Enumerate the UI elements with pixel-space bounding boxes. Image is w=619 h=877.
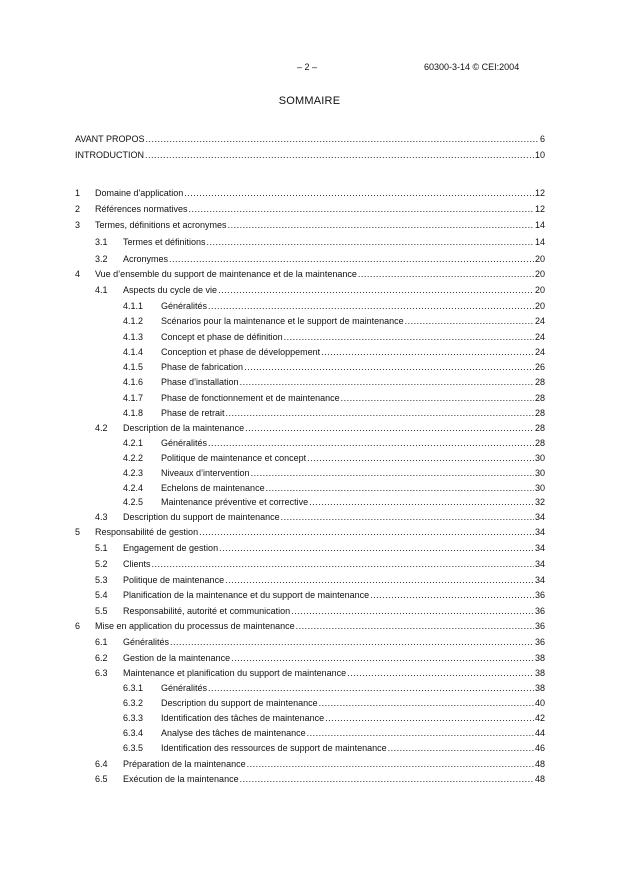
dot-leader: [247, 757, 534, 771]
toc-entry-text: Acronymes: [123, 254, 169, 264]
toc-number: 4.1: [95, 285, 108, 295]
toc-entry-text: Politique de maintenance et concept: [161, 453, 307, 463]
toc-entry-text: Concept et phase de définition: [161, 332, 283, 342]
toc-row[interactable]: [0, 604, 619, 618]
toc-page-number: 28: [534, 377, 545, 387]
toc-page-number: 24: [534, 316, 545, 326]
toc-page-number: 20: [534, 301, 545, 311]
toc-entry-text: Vue d’ensemble du support de maintenance et de la maintenance: [95, 269, 357, 279]
toc-entry-text: Echelons de maintenance: [161, 483, 265, 493]
toc-page-number: 6: [539, 134, 545, 144]
toc-row[interactable]: [0, 267, 619, 281]
toc-entry-text: Planification de la maintenance et du support de maintenance: [123, 590, 370, 600]
dot-leader: [405, 314, 534, 328]
toc-row[interactable]: [0, 666, 619, 680]
toc-entry-text: Gestion de la maintenance: [123, 653, 231, 663]
toc-entry-text: Responsabilité de gestion: [95, 527, 199, 537]
toc-page-number: 14: [534, 237, 545, 247]
dot-leader: [325, 711, 534, 725]
toc-page-number: 36: [534, 637, 545, 647]
toc-number: 4.3: [95, 512, 108, 522]
toc-page-number: 36: [534, 590, 545, 600]
toc-page-number: 44: [534, 728, 545, 738]
dot-leader: [170, 635, 534, 649]
dot-leader: [266, 481, 534, 495]
toc-page-number: 34: [534, 527, 545, 537]
toc-page-number: 30: [534, 453, 545, 463]
toc-entry-text: Aspects du cycle de vie: [123, 285, 218, 295]
dot-leader: [240, 772, 534, 786]
toc-number: 6.3: [95, 668, 108, 678]
toc-page-number: 38: [534, 683, 545, 693]
toc-page-number: 10: [534, 150, 545, 160]
toc-number: 4.1.5: [123, 362, 144, 372]
toc-page-number: 34: [534, 575, 545, 585]
toc-entry-text: Domaine d'application: [95, 188, 184, 198]
toc-page-number: 20: [534, 254, 545, 264]
toc-number: 4.2: [95, 423, 108, 433]
dot-leader: [240, 375, 534, 389]
toc-page-number: 36: [534, 621, 545, 631]
toc-row[interactable]: [0, 186, 619, 200]
dot-leader: [296, 619, 534, 633]
dot-leader: [245, 421, 534, 435]
toc-page-number: 30: [534, 483, 545, 493]
dot-leader: [307, 451, 534, 465]
dot-leader: [370, 588, 534, 602]
toc-row[interactable]: [0, 711, 619, 725]
toc-number: 4.2.5: [123, 497, 144, 507]
toc-entry-text: Analyse des tâches de maintenance: [161, 728, 306, 738]
toc-page-number: 40: [534, 698, 545, 708]
toc-row[interactable]: [0, 360, 619, 374]
toc-row[interactable]: [0, 406, 619, 420]
toc-entry-text: Description de la maintenance: [123, 423, 245, 433]
document-reference: 60300-3-14 © CEI:2004: [424, 62, 520, 72]
dot-leader: [146, 132, 539, 146]
toc-page-number: 36: [534, 606, 545, 616]
toc-number: 4.2.1: [123, 438, 144, 448]
toc-row[interactable]: [0, 696, 619, 710]
toc-number: 5.4: [95, 590, 108, 600]
dot-leader: [208, 681, 534, 695]
dot-leader: [208, 436, 534, 450]
toc-row[interactable]: [0, 573, 619, 587]
dot-leader: [281, 510, 534, 524]
dot-leader: [319, 696, 534, 710]
toc-page-number: 24: [534, 332, 545, 342]
toc-row[interactable]: [0, 391, 619, 405]
toc-number: 4.1.7: [123, 393, 144, 403]
toc-entry-text: Phase d’installation: [161, 377, 239, 387]
toc-row[interactable]: [0, 741, 619, 755]
toc-row[interactable]: [0, 772, 619, 786]
toc-entry-text: Description du support de maintenance: [161, 698, 318, 708]
toc-page-number: 20: [534, 269, 545, 279]
toc-number: 5.2: [95, 559, 108, 569]
toc-entry-text: Généralités: [123, 637, 170, 647]
toc-row[interactable]: [0, 421, 619, 435]
toc-number: 6.1: [95, 637, 108, 647]
dot-leader: [251, 466, 534, 480]
toc-entry-text: AVANT PROPOS: [75, 134, 145, 144]
toc-number: 4.1.3: [123, 332, 144, 342]
toc-entry-text: Mise en application du processus de maintenance: [95, 621, 295, 631]
toc-row[interactable]: [0, 330, 619, 344]
toc-page-number: 28: [534, 423, 545, 433]
toc-row[interactable]: [0, 466, 619, 480]
toc-number: 6.3.1: [123, 683, 144, 693]
toc-page-number: 30: [534, 468, 545, 478]
toc-entry-text: Préparation de la maintenance: [123, 759, 246, 769]
toc-number: 4.2.3: [123, 468, 144, 478]
toc-row[interactable]: [0, 510, 619, 524]
toc-number: 4.1.2: [123, 316, 144, 326]
dot-leader: [228, 218, 534, 232]
toc-row[interactable]: [0, 283, 619, 297]
toc-row[interactable]: [0, 588, 619, 602]
toc-entry-text: Phase de retrait: [161, 408, 225, 418]
toc-number: 6: [75, 621, 81, 631]
toc-row[interactable]: [0, 451, 619, 465]
toc-number: 1: [75, 188, 81, 198]
toc-row[interactable]: [0, 651, 619, 665]
dot-leader: [291, 604, 534, 618]
toc-page-number: 26: [534, 362, 545, 372]
toc-number: 6.3.5: [123, 743, 144, 753]
dot-leader: [341, 391, 534, 405]
toc-number: 5: [75, 527, 81, 537]
toc-row[interactable]: [0, 635, 619, 649]
toc-entry-text: Généralités: [161, 438, 208, 448]
toc-number: 3.2: [95, 254, 108, 264]
toc-row[interactable]: [0, 299, 619, 313]
toc-entry-text: Phase de fabrication: [161, 362, 244, 372]
toc-row[interactable]: [0, 541, 619, 555]
toc-page-number: 28: [534, 408, 545, 418]
toc-row[interactable]: [0, 495, 619, 509]
toc-number: 3.1: [95, 237, 108, 247]
toc-row[interactable]: [0, 619, 619, 633]
toc-entry-text: Niveaux d’intervention: [161, 468, 250, 478]
toc-page-number: 24: [534, 347, 545, 357]
dot-leader: [231, 651, 534, 665]
toc-entry-text: Identification des ressources de support de maintenance: [161, 743, 387, 753]
toc-entry-text: Généralités: [161, 301, 208, 311]
toc-number: 4.1.4: [123, 347, 144, 357]
toc-number: 4.1.8: [123, 408, 144, 418]
toc-number: 6.4: [95, 759, 108, 769]
toc-row[interactable]: [0, 202, 619, 216]
dot-leader: [207, 235, 534, 249]
toc-row[interactable]: [0, 436, 619, 450]
toc-page-number: 38: [534, 653, 545, 663]
dot-leader: [347, 666, 534, 680]
toc-row[interactable]: [0, 681, 619, 695]
page-title: SOMMAIRE: [278, 95, 341, 107]
toc-entry-text: Identification des tâches de maintenance: [161, 713, 325, 723]
toc-number: 4.1.6: [123, 377, 144, 387]
dot-leader: [184, 186, 534, 200]
dot-leader: [309, 495, 534, 509]
toc-entry-text: Responsabilité, autorité et communication: [123, 606, 291, 616]
toc-entry-text: Termes et définitions: [123, 237, 206, 247]
toc-entry-text: Maintenance préventive et corrective: [161, 497, 309, 507]
toc-number: 5.3: [95, 575, 108, 585]
toc-row[interactable]: [0, 218, 619, 232]
toc-row[interactable]: [0, 132, 619, 146]
toc-number: 5.1: [95, 543, 108, 553]
dot-leader: [219, 541, 534, 555]
toc-page-number: 38: [534, 668, 545, 678]
toc-row[interactable]: [0, 235, 619, 249]
toc-page-number: 14: [534, 220, 545, 230]
toc-page-number: 34: [534, 559, 545, 569]
dot-leader: [145, 148, 534, 162]
toc-page-number: 32: [534, 497, 545, 507]
toc-entry-text: Références normatives: [95, 204, 188, 214]
toc-row[interactable]: [0, 525, 619, 539]
toc-page-number: 28: [534, 393, 545, 403]
toc-number: 6.2: [95, 653, 108, 663]
dot-leader: [169, 252, 534, 266]
toc-page-number: 28: [534, 438, 545, 448]
dot-leader: [307, 726, 534, 740]
dot-leader: [284, 330, 534, 344]
toc-number: 6.3.2: [123, 698, 144, 708]
toc-number: 6.3.3: [123, 713, 144, 723]
toc-page-number: 20: [534, 285, 545, 295]
dot-leader: [218, 283, 534, 297]
dot-leader: [208, 299, 534, 313]
toc-entry-text: Engagement de gestion: [123, 543, 219, 553]
toc-row[interactable]: [0, 726, 619, 740]
dot-leader: [152, 557, 534, 571]
toc-entry-text: Phase de fonctionnement et de maintenance: [161, 393, 340, 403]
toc-row[interactable]: [0, 252, 619, 266]
toc-number: 6.3.4: [123, 728, 144, 738]
toc-page-number: 34: [534, 543, 545, 553]
toc-page-number: 48: [534, 759, 545, 769]
toc-entry-text: Politique de maintenance: [123, 575, 225, 585]
dot-leader: [199, 525, 534, 539]
toc-number: 2: [75, 204, 81, 214]
toc-entry-text: Clients: [123, 559, 151, 569]
toc-page-number: 48: [534, 774, 545, 784]
toc-entry-text: Description du support de maintenance: [123, 512, 280, 522]
toc-entry-text: INTRODUCTION: [75, 150, 144, 160]
dot-leader: [358, 267, 534, 281]
toc-page-number: 12: [534, 204, 545, 214]
toc-entry-text: Maintenance et planification du support de maintenance: [123, 668, 347, 678]
toc-row[interactable]: [0, 557, 619, 571]
dot-leader: [226, 406, 534, 420]
page-number: – 2 –: [297, 62, 318, 72]
toc-row[interactable]: [0, 757, 619, 771]
toc-entry-text: Termes, définitions et acronymes: [95, 220, 227, 230]
toc-page-number: 46: [534, 743, 545, 753]
toc-number: 4.2.4: [123, 483, 144, 493]
toc-row[interactable]: [0, 148, 619, 162]
toc-row[interactable]: [0, 314, 619, 328]
toc-row[interactable]: [0, 481, 619, 495]
toc-number: 5.5: [95, 606, 108, 616]
toc-entry-text: Exécution de la maintenance: [123, 774, 239, 784]
toc-number: 4.2.2: [123, 453, 144, 463]
toc-page-number: 12: [534, 188, 545, 198]
toc-number: 4.1.1: [123, 301, 144, 311]
dot-leader: [225, 573, 534, 587]
toc-number: 6.5: [95, 774, 108, 784]
dot-leader: [388, 741, 534, 755]
toc-entry-text: Conception et phase de développement: [161, 347, 321, 357]
toc-number: 4: [75, 269, 81, 279]
dot-leader: [321, 345, 534, 359]
dot-leader: [244, 360, 534, 374]
toc-entry-text: Scénarios pour la maintenance et le support de maintenance: [161, 316, 404, 326]
dot-leader: [189, 202, 534, 216]
toc-page-number: 42: [534, 713, 545, 723]
toc-row[interactable]: [0, 375, 619, 389]
toc-entry-text: Généralités: [161, 683, 208, 693]
toc-number: 3: [75, 220, 81, 230]
toc-row[interactable]: [0, 345, 619, 359]
toc-page-number: 34: [534, 512, 545, 522]
